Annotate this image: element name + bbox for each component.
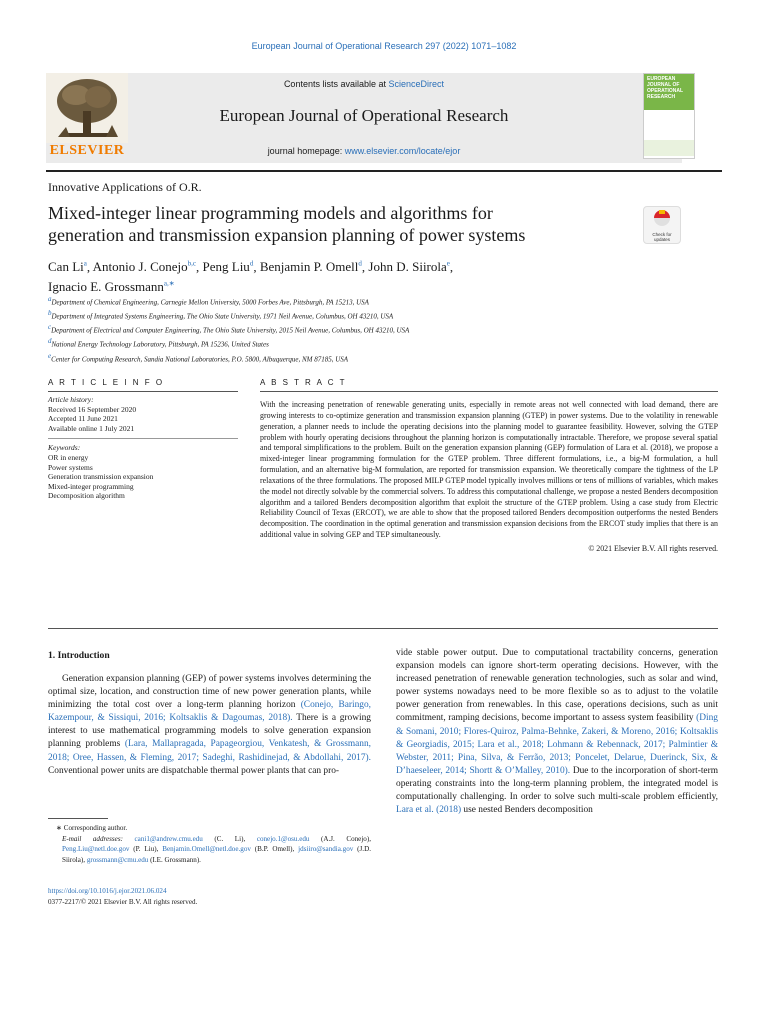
keyword: Power systems: [48, 462, 93, 472]
keyword: OR in energy: [48, 452, 89, 462]
badge-line-2: updates: [653, 237, 670, 242]
article-info: [48, 395, 238, 501]
sciencedirect-link[interactable]: ScienceDirect: [388, 79, 445, 89]
homepage-link[interactable]: www.elsevier.com/locate/ejor: [344, 146, 461, 156]
affiliation: $^d$National Energy Technology Laboratory, Pittsburgh, PA 15236, United States: [48, 337, 269, 349]
email-link[interactable]: conejo.1@osu.edu: [256, 834, 310, 843]
footnotes: [48, 823, 371, 865]
email-link[interactable]: Benjamin.Omell@netl.doe.gov: [162, 845, 251, 854]
doi-block: [48, 886, 197, 907]
citation-link[interactable]: (Ding & Somani, 2010; Flores-Quiroz, Palma-Behnke, Zakeri, & Moreno, 2016; Koltsaklis & Georgiadis, 2015; Lara et al., 2018; Lohmann & Rebennack, 2017; Palmintier & Webster, 2011; Pina, Silva, & Ferrão, 2013; Poncelet, Delarue, Duerinck, Six, & D’haeseleer, 2014; Shortt & O’Malley, 2010).: [396, 713, 718, 776]
corresponding-note: ∗ Corresponding author.: [56, 824, 128, 832]
citation-link[interactable]: Lara et al. (2018): [396, 805, 462, 816]
email-link[interactable]: cani1@andrew.cmu.edu: [134, 834, 203, 843]
author[interactable]: John D. Siirola$^e$: [368, 259, 450, 275]
intro-text: Generation expansion planning (GEP) of power systems involves determining the optimal size, location, and construction time of new power generation plants, while minimizing the total cost over a long-term planning horizon: [48, 674, 371, 711]
badge-line-1: Check for: [652, 232, 672, 237]
journal-title: European Journal of Operational Research: [219, 106, 509, 125]
affiliations: [48, 294, 688, 365]
email-note: E-mail addresses: cani1@andrew.cmu.edu (C. Li), conejo.1@osu.edu (A.J. Conejo), Peng.Liu@netl.doe.gov (P. Liu), Benjamin.Omell@netl.doe.gov (B.P. Omell), jdsiiro@sandia.gov (J.D. Siirola), grossmann@cmu.edu (I.E. Grossmann).: [62, 834, 371, 864]
info-separator: [48, 433, 238, 439]
history-label: Article history:: [48, 395, 94, 404]
intro-left-column: [48, 673, 371, 778]
email-link[interactable]: jdsiiro@sandia.gov: [298, 845, 354, 854]
header-divider: [46, 170, 722, 172]
publisher-name: ELSEVIER: [49, 143, 125, 158]
intro-heading: 1. Introduction: [48, 650, 110, 661]
check-updates-icon: [644, 207, 680, 227]
keyword: Decomposition algorithm: [48, 491, 125, 501]
author[interactable]: Benjamin P. Omell$^d$: [259, 259, 362, 275]
abstract-heading: A B S T R A C T: [260, 378, 347, 387]
section-label: Innovative Applications of O.R.: [48, 180, 202, 194]
email-link[interactable]: Peng.Liu@netl.doe.gov: [62, 845, 130, 854]
affiliation: $^b$Department of Integrated Systems Engineering, The Ohio State University, 1971 Neil Avenue, Columbus, OH 43210, USA: [48, 309, 394, 321]
citation-link[interactable]: (Lara, Mallapragada, Papageorgiou, Venkatesh, & Grossmann, 2018; Oree, Hassen, & Fleming, 2017; Sadeghi, Rashidinejad, & Abdollahi, 2017).: [48, 739, 372, 763]
journal-cover: [643, 73, 695, 159]
accepted-date: Accepted 11 June 2021: [48, 414, 118, 424]
abstract-body: [260, 400, 718, 555]
homepage-prefix: journal homepage:: [267, 146, 343, 156]
article-title: [48, 202, 628, 246]
keywords-label: Keywords:: [48, 443, 81, 453]
info-rule: [48, 391, 238, 392]
intro-right-column: [396, 647, 718, 817]
footnote-rule: [48, 818, 108, 819]
issn-line: 0377-2217/© 2021 Elsevier B.V. All rights reserved.: [48, 897, 198, 906]
intro-text: There is a growing interest to use mathematical programming models to solve generation expansion planning problems: [48, 713, 371, 750]
homepage-line: [46, 146, 682, 156]
keyword: Generation transmission expansion: [48, 472, 154, 482]
received-date: Received 16 September 2020: [48, 404, 137, 414]
author[interactable]: Can Li$^a$: [48, 259, 87, 275]
citation-link[interactable]: (Conejo, Baringo, Kazempour, & Sissiqui, 2016; Koltsaklis & Dagoumas, 2018).: [48, 700, 372, 724]
keyword: Mixed-integer programming: [48, 481, 134, 491]
author[interactable]: Peng Liu$^d$: [202, 259, 254, 275]
abstract-text: With the increasing penetration of renewable generating units, especially in remote areas not well connected with load demand, there are growing interests to co-optimize generation and transmission expansion planning (GTEP) in power systems. Due to the volatility in renewable generation, a planner needs to include the operating decisions into the planning model to guarantee feasibility. However, solving the GTEP problem with hourly operating decisions throughout the planning horizon is computationally intractable. Therefore, we propose several spatial and temporal simplifications to the problem. Built on the generation expansion planning (GEP) formulation of Lara et al. (2018), we propose a mixed-integer linear programming formulation for the GTEP problem. Three different formulations, i.e., a big-M formulation, a hull formulation, and an alternative big-M formulation, are reported for transmission expansion. We theoretically compare the tightness of the LP relaxations of the three formulations. The proposed MILP GTEP model typically involves millions or tens of millions of variables, which makes the model not directly solvable by the commercial solvers. To address this computational challenge, we propose a nested Benders decomposition algorithm and a tailored Benders decomposition algorithm that exploit the structure of the GTEP problem. Using a case study from Electric Reliability Council of Texas (ERCOT), we are able to show that the proposed tailored Benders decomposition outperforms the nested Benders decomposition. The coordination in the optimal generation and transmission expansion decisions from the ERCOT study implies that there is an additional value in solving GEP and TEP simultaneously.: [260, 400, 718, 540]
cover-title: EUROPEAN JOURNAL OF OPERATIONAL RESEARCH: [647, 76, 683, 100]
email-label: E-mail addresses:: [62, 834, 123, 843]
article-info-heading: A R T I C L E I N F O: [48, 378, 165, 387]
doi-link[interactable]: https://doi.org/10.1016/j.ejor.2021.06.024: [48, 887, 167, 895]
affiliation: $^e$Center for Computing Research, Sandia National Laboratories, P.O. 5800, Albuquerque, NM 87185, USA: [48, 351, 349, 363]
contents-prefix: Contents lists available at: [283, 79, 386, 89]
email-link[interactable]: grossmann@cmu.edu: [86, 855, 149, 864]
intro-text: Due to the incorporation of short-term operating constraints into the long-term planning problem, the integrated model is computationally challenging. In order to solve such multi-scale problem efficiently,: [396, 765, 718, 803]
author[interactable]: Antonio J. Conejo$^{b,c}$: [92, 259, 196, 275]
intro-text: use nested Benders decomposition: [463, 805, 593, 816]
intro-text: vide stable power output. Due to computational tractability concerns, generation expansion models can ignore short-term operating decisions. However, with the increased penetration of renewable generation technologies, such as solar and wind, power systems nowadays need to be more flexible so as to adjust to the volatile power generation from renewables. In this case, operations decisions, such as unit commitment, ramping decisions, become important to assess system feasibility: [396, 648, 718, 724]
contents-line: [46, 79, 682, 89]
intro-text: Conventional power units are dispatchable thermal power plants that can pro-: [48, 765, 340, 776]
abstract-rule: [260, 391, 718, 392]
author[interactable]: Ignacio E. Grossmann$^{a,∗}$: [48, 278, 175, 294]
abstract-copyright: © 2021 Elsevier B.V. All rights reserved.: [588, 543, 718, 553]
title-line-2: generation and transmission expansion planning of power systems: [48, 225, 526, 245]
affiliation: $^a$Department of Chemical Engineering, Carnegie Mellon University, 5000 Forbes Ave, Pittsburgh, PA 15213, USA: [48, 295, 369, 307]
author-list: Can Li$^a$, Antonio J. Conejo$^{b,c}$, Peng Liu$^d$, Benjamin P. Omell$^d$, John D. Siirola$^e$, Ignacio E. Grossmann$^{a,∗}$: [48, 259, 454, 294]
journal-reference[interactable]: European Journal of Operational Research 297 (2022) 1071–1082: [251, 41, 517, 51]
abstract-bottom-rule: [48, 628, 718, 629]
title-line-1: Mixed-integer linear programming models and algorithms for: [48, 203, 493, 223]
affiliation: $^c$Department of Electrical and Computer Engineering, The Ohio State University, 2015 Neil Avenue, Columbus, OH 43210, USA: [48, 323, 410, 335]
check-for-updates-badge[interactable]: [643, 206, 681, 244]
online-date: Available online 1 July 2021: [48, 423, 135, 433]
